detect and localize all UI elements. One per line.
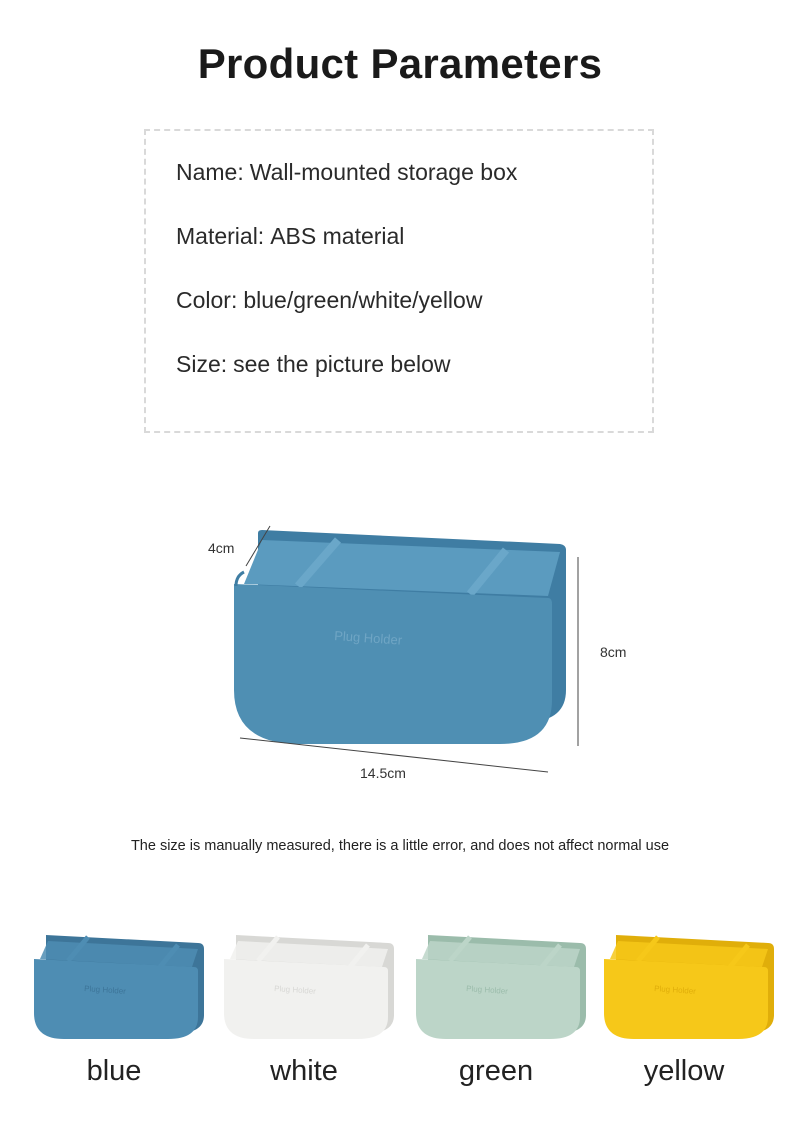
- measurement-note: The size is manually measured, there is a little error, and does not affect normal use: [130, 838, 670, 854]
- param-value: Wall-mounted storage box: [249, 159, 518, 185]
- variant-image: [28, 925, 208, 1045]
- height-label: 8cm: [600, 644, 627, 660]
- variant-label-blue: blue: [86, 1055, 142, 1087]
- product-emboss-text: Plug Holder: [333, 628, 403, 648]
- variant-emboss-text: Plug Holder: [653, 984, 697, 996]
- parameters-box: [144, 129, 654, 433]
- front-panel: [234, 584, 552, 744]
- param-material: [176, 223, 404, 250]
- param-size: [176, 351, 451, 378]
- variant-image: [218, 925, 398, 1045]
- edge: [236, 572, 244, 586]
- size-diagram: [0, 500, 800, 800]
- param-color: [176, 287, 482, 314]
- page-title: Product Parameters: [197, 40, 603, 87]
- variant-image: [598, 925, 778, 1045]
- variant-label-white: white: [270, 1055, 338, 1087]
- variant-emboss-text: Plug Holder: [83, 984, 127, 996]
- variant-emboss-text: Plug Holder: [465, 984, 509, 996]
- depth-label: 4cm: [208, 540, 235, 556]
- param-label: Material:: [176, 223, 265, 249]
- param-name: [176, 159, 517, 186]
- variant-image: [410, 925, 590, 1045]
- width-label: 14.5cm: [360, 765, 406, 781]
- variant-emboss-text: Plug Holder: [273, 984, 317, 996]
- param-value: ABS material: [270, 223, 405, 249]
- param-label: Size:: [176, 351, 228, 377]
- variant-label-green: green: [458, 1055, 534, 1087]
- param-value: see the picture below: [233, 351, 451, 377]
- param-label: Name:: [176, 159, 244, 185]
- product-illustration: [0, 500, 800, 800]
- param-value: blue/green/white/yellow: [243, 287, 483, 313]
- variant-label-yellow: yellow: [643, 1055, 725, 1087]
- param-label: Color:: [176, 287, 238, 313]
